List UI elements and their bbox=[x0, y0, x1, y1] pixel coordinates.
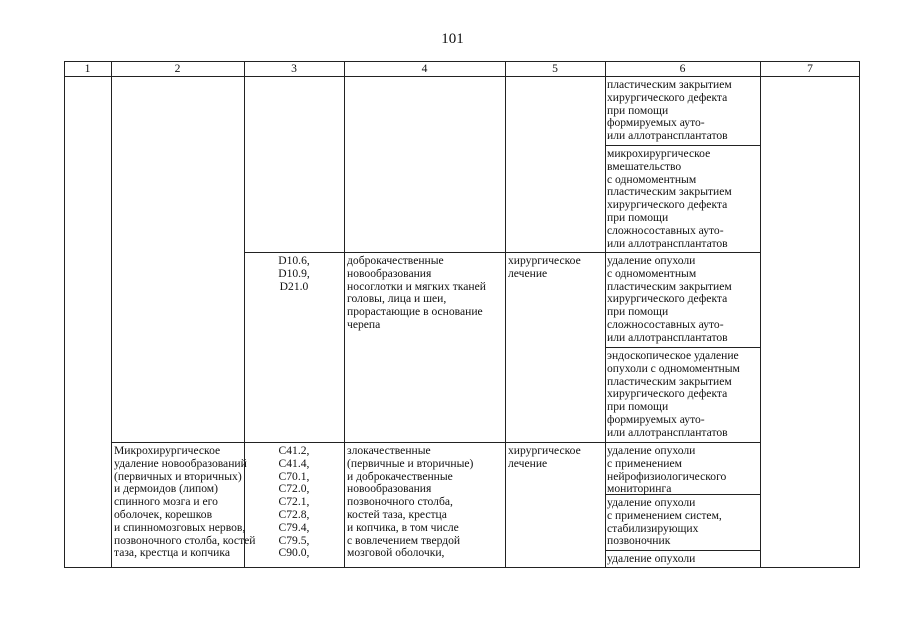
row-divider bbox=[605, 347, 760, 348]
diagnosis-cell: злокачественные (первичные и вторичные) и доброкачественные новообразования позвоночного столба, костей таза, крестца и копчика, в том числе с вовлечением твердой мозговой оболочки, bbox=[347, 444, 474, 560]
header-col-3: 3 bbox=[291, 62, 297, 75]
method-cell: удаление опухоли с применением нейрофизиологического мониторинга bbox=[607, 444, 727, 496]
diagnosis-cell: доброкачественные новообразования носоглотки и мягких тканей головы, лица и шеи, прорастающие в основание черепа bbox=[347, 254, 486, 331]
method-cell: удаление опухоли bbox=[607, 552, 696, 565]
icd-codes-cell: D10.6, D10.9, D21.0 bbox=[278, 254, 310, 293]
col-border bbox=[344, 61, 345, 568]
header-col-7: 7 bbox=[807, 62, 813, 75]
treatment-type-cell: хирургическое лечение bbox=[508, 444, 581, 470]
col-border bbox=[605, 61, 606, 568]
procedures-table bbox=[64, 61, 860, 568]
method-cell: эндоскопическое удаление опухоли с одномоментным пластическим закрытием хирургического дефекта при помощи формируемых ауто- или аллотрансплантатов bbox=[607, 349, 740, 439]
method-cell: удаление опухоли с применением систем, стабилизирующих позвоночник bbox=[607, 496, 722, 548]
header-col-6: 6 bbox=[679, 62, 686, 75]
header-bottom-border bbox=[64, 76, 860, 77]
header-col-1: 1 bbox=[84, 62, 91, 75]
method-cell: пластическим закрытием хирургического дефекта при помощи формируемых ауто- или аллотрансплантатов bbox=[607, 78, 732, 143]
table-bottom-border bbox=[64, 567, 860, 568]
row-divider bbox=[605, 550, 760, 551]
col-border bbox=[505, 61, 506, 568]
header-col-2: 2 bbox=[174, 62, 181, 75]
col-border bbox=[64, 61, 65, 568]
col-border bbox=[760, 61, 761, 568]
header-col-5: 5 bbox=[552, 62, 558, 75]
row-divider bbox=[111, 442, 760, 443]
page-number: 101 bbox=[441, 31, 464, 47]
icd-codes-cell: C41.2, C41.4, C70.1, C72.0, C72.1, C72.8, C79.4, C79.5, C90.0, bbox=[278, 444, 310, 560]
method-cell: микрохирургическое вмешательство с одномоментным пластическим закрытием хирургического дефекта при помощи сложносоставных ауто- или аллотрансплантатов bbox=[607, 147, 732, 250]
method-cell: удаление опухоли с одномоментным пластическим закрытием хирургического дефекта при помощи сложносоставных ауто- или аллотрансплантатов bbox=[607, 254, 732, 344]
row-divider bbox=[244, 252, 760, 253]
care-type-cell: Микрохирургическое удаление новообразований (первичных и вторичных) и дермоидов (липом) спинного мозга и его оболочек, корешков и спинномозговых нервов, позвоночного столба, костей таза, крестца и копчика bbox=[114, 444, 256, 560]
row-divider bbox=[605, 145, 760, 146]
col-border bbox=[859, 61, 860, 568]
col-border bbox=[111, 61, 112, 568]
header-col-4: 4 bbox=[421, 62, 428, 75]
treatment-type-cell: хирургическое лечение bbox=[508, 254, 581, 280]
